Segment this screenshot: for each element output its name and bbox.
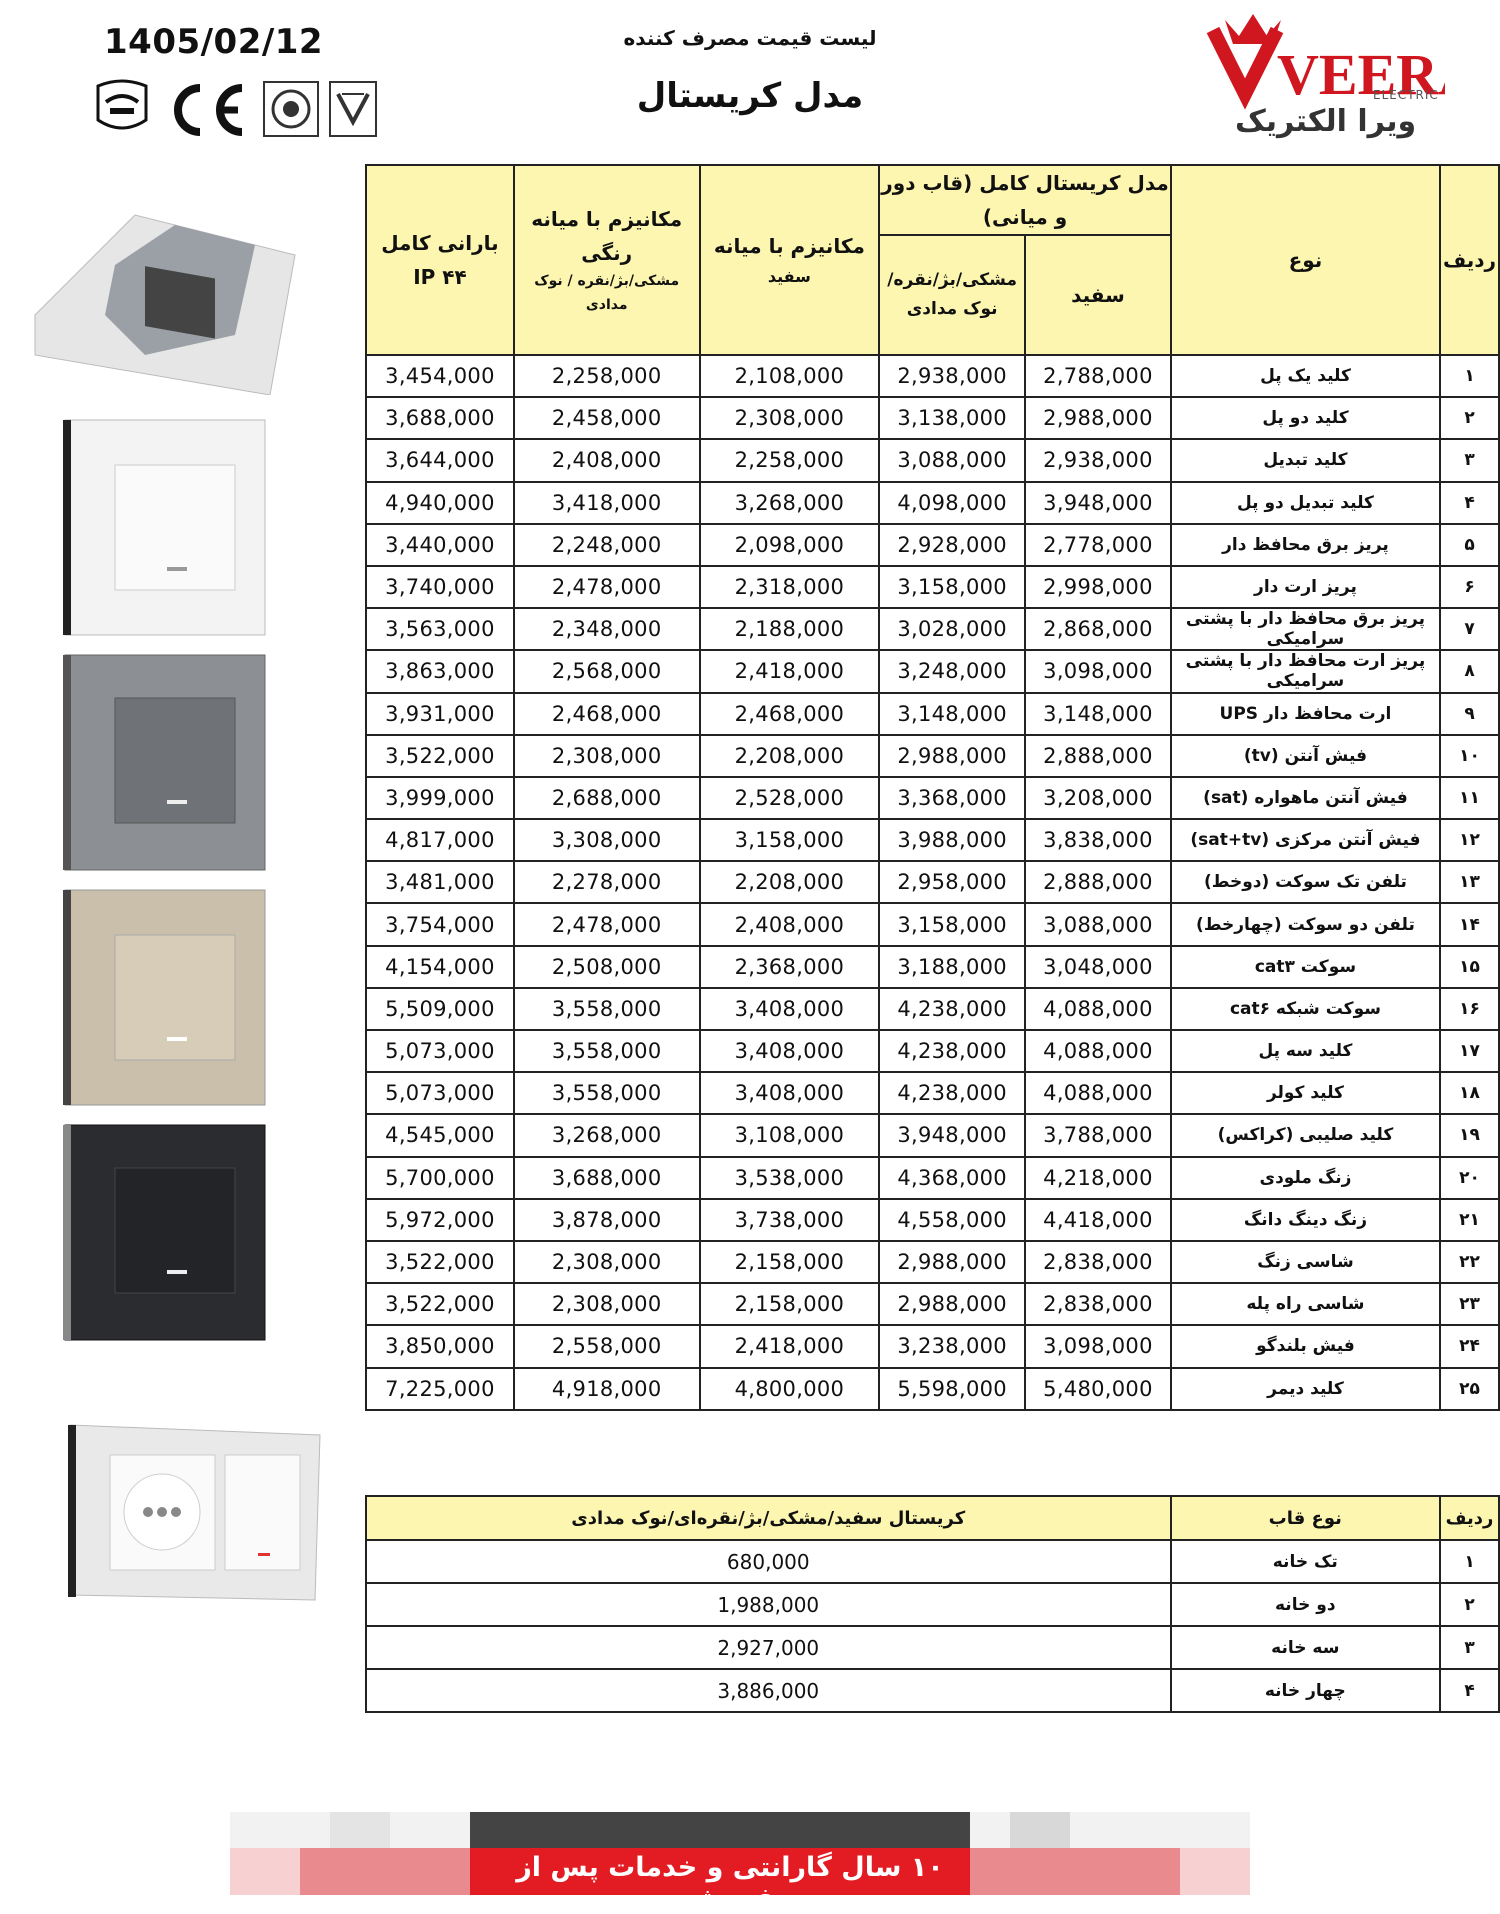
row-number-cell: ۲۴ bbox=[1440, 1325, 1499, 1367]
table-row bbox=[366, 1030, 1499, 1072]
header-waterproof bbox=[366, 165, 514, 355]
price-full-colored-cell: 2,988,000 bbox=[879, 1241, 1025, 1283]
item-name-cell: کلید تبدیل bbox=[1171, 439, 1440, 481]
price-mech-white-cell: 2,308,000 bbox=[700, 397, 880, 439]
price-waterproof-cell: 4,154,000 bbox=[366, 946, 514, 988]
silver-switch-image bbox=[55, 650, 275, 875]
price-waterproof-cell: 4,545,000 bbox=[366, 1114, 514, 1156]
price-mech-white-cell: 2,258,000 bbox=[700, 439, 880, 481]
price-mech-colored-cell: 3,558,000 bbox=[514, 988, 700, 1030]
item-name-cell: کلید دیمر bbox=[1171, 1368, 1440, 1410]
item-name-cell: فیش آنتن (tv) bbox=[1171, 735, 1440, 777]
frame-row-number-cell: ۳ bbox=[1440, 1626, 1499, 1669]
table-row bbox=[366, 566, 1499, 608]
price-mech-white-cell: 2,098,000 bbox=[700, 524, 880, 566]
table-row bbox=[366, 650, 1499, 692]
price-mech-colored-cell: 2,248,000 bbox=[514, 524, 700, 566]
price-full-colored-cell: 2,988,000 bbox=[879, 735, 1025, 777]
row-number-cell: ۲ bbox=[1440, 397, 1499, 439]
frame-header-type: نوع قاب bbox=[1171, 1496, 1441, 1540]
price-mech-white-cell: 2,368,000 bbox=[700, 946, 880, 988]
frame-price-cell: 1,988,000 bbox=[366, 1583, 1171, 1626]
brand-sub-label: ELECTRIC bbox=[1373, 88, 1439, 102]
price-full-colored-cell: 2,988,000 bbox=[879, 1283, 1025, 1325]
svg-text:VEERA: VEER bbox=[1277, 42, 1439, 107]
price-mech-white-cell: 2,208,000 bbox=[700, 861, 880, 903]
price-full-colored-cell: 4,098,000 bbox=[879, 482, 1025, 524]
price-full-colored-cell: 4,238,000 bbox=[879, 1030, 1025, 1072]
price-full-white-cell: 2,838,000 bbox=[1025, 1241, 1171, 1283]
price-waterproof-cell: 7,225,000 bbox=[366, 1368, 514, 1410]
price-full-white-cell: 2,778,000 bbox=[1025, 524, 1171, 566]
header-full-colored: مشکی/بژ/نقره/ نوک مدادی bbox=[879, 235, 1025, 355]
price-waterproof-cell: 3,440,000 bbox=[366, 524, 514, 566]
price-mech-white-cell: 2,318,000 bbox=[700, 566, 880, 608]
item-name-cell: تلفن دو سوکت (چهارخط) bbox=[1171, 903, 1440, 945]
item-name-cell: تلفن تک سوکت (دوخط) bbox=[1171, 861, 1440, 903]
item-name-cell: پریز برق محافظ دار bbox=[1171, 524, 1440, 566]
item-name-cell: سوکت cat۳ bbox=[1171, 946, 1440, 988]
frame-price-cell: 2,927,000 bbox=[366, 1626, 1171, 1669]
table-row bbox=[366, 777, 1499, 819]
price-full-white-cell: 2,888,000 bbox=[1025, 735, 1171, 777]
header-row-number: ردیف bbox=[1440, 165, 1499, 355]
row-number-cell: ۳ bbox=[1440, 439, 1499, 481]
row-number-cell: ۱۹ bbox=[1440, 1114, 1499, 1156]
row-number-cell: ۸ bbox=[1440, 650, 1499, 692]
price-mech-white-cell: 3,408,000 bbox=[700, 1030, 880, 1072]
price-waterproof-cell: 3,754,000 bbox=[366, 903, 514, 945]
price-full-white-cell: 3,208,000 bbox=[1025, 777, 1171, 819]
price-mech-white-cell: 4,800,000 bbox=[700, 1368, 880, 1410]
price-waterproof-cell: 5,073,000 bbox=[366, 1030, 514, 1072]
price-mech-colored-cell: 2,308,000 bbox=[514, 1283, 700, 1325]
header-mech-white-line2: سفید bbox=[767, 267, 811, 287]
beige-switch-image bbox=[55, 885, 275, 1110]
frame-price-cell: 680,000 bbox=[366, 1540, 1171, 1583]
price-full-colored-cell: 3,028,000 bbox=[879, 608, 1025, 650]
price-mech-colored-cell: 2,308,000 bbox=[514, 1241, 700, 1283]
price-waterproof-cell: 3,563,000 bbox=[366, 608, 514, 650]
price-waterproof-cell: 3,688,000 bbox=[366, 397, 514, 439]
price-full-colored-cell: 4,558,000 bbox=[879, 1199, 1025, 1241]
price-mech-white-cell: 2,208,000 bbox=[700, 735, 880, 777]
page-title: مدل کریستال bbox=[636, 76, 864, 116]
price-full-white-cell: 4,088,000 bbox=[1025, 1072, 1171, 1114]
price-full-white-cell: 2,868,000 bbox=[1025, 608, 1171, 650]
row-number-cell: ۲۵ bbox=[1440, 1368, 1499, 1410]
black-switch-image bbox=[55, 1120, 275, 1345]
table-row bbox=[366, 355, 1499, 397]
brand-persian-name: ویرا الکتریک bbox=[1235, 104, 1417, 139]
price-full-colored-cell: 3,368,000 bbox=[879, 777, 1025, 819]
price-mech-colored-cell: 2,568,000 bbox=[514, 650, 700, 692]
price-waterproof-cell: 3,522,000 bbox=[366, 1283, 514, 1325]
table-row bbox=[366, 1157, 1499, 1199]
price-full-white-cell: 2,938,000 bbox=[1025, 439, 1171, 481]
row-number-cell: ۱۸ bbox=[1440, 1072, 1499, 1114]
price-mech-white-cell: 3,538,000 bbox=[700, 1157, 880, 1199]
price-full-white-cell: 3,098,000 bbox=[1025, 1325, 1171, 1367]
header-full-white: سفید bbox=[1025, 235, 1171, 355]
price-full-colored-cell: 3,158,000 bbox=[879, 566, 1025, 608]
price-mech-colored-cell: 3,878,000 bbox=[514, 1199, 700, 1241]
price-mech-colored-cell: 3,418,000 bbox=[514, 482, 700, 524]
price-mech-white-cell: 2,468,000 bbox=[700, 693, 880, 735]
price-full-colored-cell: 3,158,000 bbox=[879, 903, 1025, 945]
frame-header-price: کریستال سفید/مشکی/بژ/نقره‌ای/نوک مدادی bbox=[366, 1496, 1171, 1540]
price-waterproof-cell: 5,700,000 bbox=[366, 1157, 514, 1199]
price-full-white-cell: 2,888,000 bbox=[1025, 861, 1171, 903]
price-full-white-cell: 4,088,000 bbox=[1025, 1030, 1171, 1072]
frame-row-number-cell: ۱ bbox=[1440, 1540, 1499, 1583]
row-number-cell: ۲۰ bbox=[1440, 1157, 1499, 1199]
row-number-cell: ۶ bbox=[1440, 566, 1499, 608]
price-mech-white-cell: 2,418,000 bbox=[700, 1325, 880, 1367]
table-row bbox=[366, 397, 1499, 439]
table-row bbox=[366, 819, 1499, 861]
price-mech-colored-cell: 2,478,000 bbox=[514, 566, 700, 608]
table-row bbox=[366, 1072, 1499, 1114]
frame-table-row bbox=[366, 1626, 1499, 1669]
price-mech-colored-cell: 2,458,000 bbox=[514, 397, 700, 439]
price-mech-white-cell: 3,408,000 bbox=[700, 988, 880, 1030]
price-full-white-cell: 5,480,000 bbox=[1025, 1368, 1171, 1410]
price-mech-white-cell: 3,158,000 bbox=[700, 819, 880, 861]
price-mech-colored-cell: 2,478,000 bbox=[514, 903, 700, 945]
price-mech-colored-cell: 3,308,000 bbox=[514, 819, 700, 861]
frame-table-row bbox=[366, 1583, 1499, 1626]
table-row bbox=[366, 524, 1499, 566]
item-name-cell: پریز ارت محافظ دار با پشتی سرامیکی bbox=[1171, 650, 1440, 692]
item-name-cell: پریز برق محافظ دار با پشتی سرامیکی bbox=[1171, 608, 1440, 650]
table-row bbox=[366, 1283, 1499, 1325]
table-row bbox=[366, 1325, 1499, 1367]
price-mech-white-cell: 2,528,000 bbox=[700, 777, 880, 819]
price-mech-colored-cell: 3,688,000 bbox=[514, 1157, 700, 1199]
item-name-cell: پریز ارت دار bbox=[1171, 566, 1440, 608]
page-subtitle: لیست قیمت مصرف کننده bbox=[623, 26, 877, 50]
header-mech-colored-line1: مکانیزم با میانه رنگی bbox=[531, 207, 683, 266]
price-full-colored-cell: 2,958,000 bbox=[879, 861, 1025, 903]
table-row bbox=[366, 861, 1499, 903]
item-name-cell: شاسی زنگ bbox=[1171, 1241, 1440, 1283]
row-number-cell: ۱۰ bbox=[1440, 735, 1499, 777]
item-name-cell: فیش آنتن مرکزی (sat+tv) bbox=[1171, 819, 1440, 861]
row-number-cell: ۱۴ bbox=[1440, 903, 1499, 945]
price-mech-colored-cell: 2,348,000 bbox=[514, 608, 700, 650]
standard-logo-icon bbox=[98, 81, 146, 128]
row-number-cell: ۱۷ bbox=[1440, 1030, 1499, 1072]
row-number-cell: ۲۲ bbox=[1440, 1241, 1499, 1283]
item-name-cell: کلید دو پل bbox=[1171, 397, 1440, 439]
price-mech-colored-cell: 4,918,000 bbox=[514, 1368, 700, 1410]
price-waterproof-cell: 3,481,000 bbox=[366, 861, 514, 903]
price-mech-colored-cell: 2,258,000 bbox=[514, 355, 700, 397]
price-mech-colored-cell: 2,408,000 bbox=[514, 439, 700, 481]
table-row bbox=[366, 1114, 1499, 1156]
price-waterproof-cell: 3,522,000 bbox=[366, 1241, 514, 1283]
price-full-colored-cell: 4,238,000 bbox=[879, 1072, 1025, 1114]
mechanism-product-image bbox=[25, 205, 305, 395]
price-full-colored-cell: 5,598,000 bbox=[879, 1368, 1025, 1410]
price-full-colored-cell: 3,248,000 bbox=[879, 650, 1025, 692]
table-row bbox=[366, 946, 1499, 988]
price-full-white-cell: 2,988,000 bbox=[1025, 397, 1171, 439]
price-full-white-cell: 3,838,000 bbox=[1025, 819, 1171, 861]
price-full-white-cell: 3,088,000 bbox=[1025, 903, 1171, 945]
price-full-white-cell: 4,418,000 bbox=[1025, 1199, 1171, 1241]
price-waterproof-cell: 3,522,000 bbox=[366, 735, 514, 777]
frame-name-cell: تک خانه bbox=[1171, 1540, 1441, 1583]
price-waterproof-cell: 3,863,000 bbox=[366, 650, 514, 692]
price-table bbox=[365, 164, 1500, 1411]
price-full-colored-cell: 3,148,000 bbox=[879, 693, 1025, 735]
price-waterproof-cell: 3,740,000 bbox=[366, 566, 514, 608]
frame-name-cell: سه خانه bbox=[1171, 1626, 1441, 1669]
row-number-cell: ۵ bbox=[1440, 524, 1499, 566]
price-waterproof-cell: 3,999,000 bbox=[366, 777, 514, 819]
veera-electric-logo bbox=[1205, 10, 1445, 140]
frame-price-cell: 3,886,000 bbox=[366, 1669, 1171, 1712]
price-mech-colored-cell: 3,558,000 bbox=[514, 1072, 700, 1114]
warranty-banner-text: ۱۰ سال گارانتی و خدمات پس از فروش bbox=[516, 1852, 944, 1914]
price-mech-white-cell: 3,738,000 bbox=[700, 1199, 880, 1241]
frame-name-cell: دو خانه bbox=[1171, 1583, 1441, 1626]
item-name-cell: فیش بلندگو bbox=[1171, 1325, 1440, 1367]
price-list-date: 1405/02/12 bbox=[104, 22, 324, 62]
item-name-cell: کلید یک پل bbox=[1171, 355, 1440, 397]
ukas-cert-icon bbox=[330, 82, 376, 136]
table-row bbox=[366, 1368, 1499, 1410]
row-number-cell: ۱۲ bbox=[1440, 819, 1499, 861]
price-mech-colored-cell: 2,688,000 bbox=[514, 777, 700, 819]
item-name-cell: فیش آنتن ماهواره (sat) bbox=[1171, 777, 1440, 819]
price-full-colored-cell: 3,948,000 bbox=[879, 1114, 1025, 1156]
price-mech-white-cell: 2,188,000 bbox=[700, 608, 880, 650]
price-mech-colored-cell: 2,468,000 bbox=[514, 693, 700, 735]
table-row bbox=[366, 693, 1499, 735]
white-switch-image bbox=[55, 415, 275, 640]
frame-name-cell: چهار خانه bbox=[1171, 1669, 1441, 1712]
iec-cert-icon bbox=[264, 82, 318, 136]
price-full-colored-cell: 3,238,000 bbox=[879, 1325, 1025, 1367]
frame-row-number-cell: ۴ bbox=[1440, 1669, 1499, 1712]
price-full-white-cell: 3,098,000 bbox=[1025, 650, 1171, 692]
item-name-cell: کلید صلیبی (کراکس) bbox=[1171, 1114, 1440, 1156]
price-full-white-cell: 3,148,000 bbox=[1025, 693, 1171, 735]
price-full-white-cell: 3,048,000 bbox=[1025, 946, 1171, 988]
row-number-cell: ۱۵ bbox=[1440, 946, 1499, 988]
header-waterproof-line1: بارانی کامل bbox=[381, 231, 499, 255]
price-waterproof-cell: 3,931,000 bbox=[366, 693, 514, 735]
row-number-cell: ۱۳ bbox=[1440, 861, 1499, 903]
price-waterproof-cell: 3,850,000 bbox=[366, 1325, 514, 1367]
frame-row-number-cell: ۲ bbox=[1440, 1583, 1499, 1626]
price-full-colored-cell: 4,368,000 bbox=[879, 1157, 1025, 1199]
price-mech-colored-cell: 2,558,000 bbox=[514, 1325, 700, 1367]
row-number-cell: ۷ bbox=[1440, 608, 1499, 650]
row-number-cell: ۱ bbox=[1440, 355, 1499, 397]
price-mech-white-cell: 2,158,000 bbox=[700, 1241, 880, 1283]
item-name-cell: ارت محافظ دار UPS bbox=[1171, 693, 1440, 735]
price-full-white-cell: 2,998,000 bbox=[1025, 566, 1171, 608]
table-row bbox=[366, 1199, 1499, 1241]
table-row bbox=[366, 988, 1499, 1030]
ce-mark-icon bbox=[178, 88, 242, 132]
price-full-white-cell: 4,218,000 bbox=[1025, 1157, 1171, 1199]
frame-table-row bbox=[366, 1540, 1499, 1583]
frame-price-table bbox=[365, 1495, 1500, 1713]
table-row bbox=[366, 1241, 1499, 1283]
price-mech-colored-cell: 3,558,000 bbox=[514, 1030, 700, 1072]
row-number-cell: ۲۱ bbox=[1440, 1199, 1499, 1241]
price-waterproof-cell: 4,817,000 bbox=[366, 819, 514, 861]
item-name-cell: کلید تبدیل دو پل bbox=[1171, 482, 1440, 524]
row-number-cell: ۱۱ bbox=[1440, 777, 1499, 819]
header-mech-colored bbox=[514, 165, 700, 355]
price-full-colored-cell: 2,938,000 bbox=[879, 355, 1025, 397]
price-full-white-cell: 3,948,000 bbox=[1025, 482, 1171, 524]
price-full-white-cell: 2,788,000 bbox=[1025, 355, 1171, 397]
price-waterproof-cell: 5,972,000 bbox=[366, 1199, 514, 1241]
table-row bbox=[366, 608, 1499, 650]
price-waterproof-cell: 3,454,000 bbox=[366, 355, 514, 397]
table-row bbox=[366, 482, 1499, 524]
item-name-cell: زنگ دینگ دانگ bbox=[1171, 1199, 1440, 1241]
price-mech-white-cell: 2,108,000 bbox=[700, 355, 880, 397]
row-number-cell: ۹ bbox=[1440, 693, 1499, 735]
price-full-colored-cell: 4,238,000 bbox=[879, 988, 1025, 1030]
header-mech-white bbox=[700, 165, 880, 355]
price-full-colored-cell: 3,138,000 bbox=[879, 397, 1025, 439]
price-mech-colored-cell: 2,278,000 bbox=[514, 861, 700, 903]
item-name-cell: کلید سه پل bbox=[1171, 1030, 1440, 1072]
header-mech-colored-line2: مشکی/بژ/نقره / نوک مدادی bbox=[534, 273, 680, 313]
frame-header-row-number: ردیف bbox=[1440, 1496, 1499, 1540]
header-type: نوع bbox=[1171, 165, 1440, 355]
header-mech-white-line1: مکانیزم با میانه bbox=[713, 234, 865, 259]
price-waterproof-cell: 4,940,000 bbox=[366, 482, 514, 524]
price-full-white-cell: 3,788,000 bbox=[1025, 1114, 1171, 1156]
header-full-model: مدل کریستال کامل (قاب دور و میانی) bbox=[879, 165, 1171, 235]
row-number-cell: ۱۶ bbox=[1440, 988, 1499, 1030]
frame-table-row bbox=[366, 1669, 1499, 1712]
price-full-white-cell: 4,088,000 bbox=[1025, 988, 1171, 1030]
price-full-colored-cell: 3,188,000 bbox=[879, 946, 1025, 988]
row-number-cell: ۴ bbox=[1440, 482, 1499, 524]
certification-logos bbox=[92, 76, 392, 142]
item-name-cell: کلید کولر bbox=[1171, 1072, 1440, 1114]
price-waterproof-cell: 5,509,000 bbox=[366, 988, 514, 1030]
item-name-cell: زنگ ملودی bbox=[1171, 1157, 1440, 1199]
price-mech-white-cell: 2,418,000 bbox=[700, 650, 880, 692]
header-waterproof-line2: IP ۴۴ bbox=[413, 265, 467, 289]
table-row bbox=[366, 903, 1499, 945]
price-mech-white-cell: 3,268,000 bbox=[700, 482, 880, 524]
price-mech-white-cell: 3,108,000 bbox=[700, 1114, 880, 1156]
row-number-cell: ۲۳ bbox=[1440, 1283, 1499, 1325]
price-waterproof-cell: 5,073,000 bbox=[366, 1072, 514, 1114]
table-row bbox=[366, 735, 1499, 777]
price-full-colored-cell: 3,088,000 bbox=[879, 439, 1025, 481]
price-full-colored-cell: 2,928,000 bbox=[879, 524, 1025, 566]
price-mech-white-cell: 2,158,000 bbox=[700, 1283, 880, 1325]
price-mech-colored-cell: 2,308,000 bbox=[514, 735, 700, 777]
price-waterproof-cell: 3,644,000 bbox=[366, 439, 514, 481]
price-full-colored-cell: 3,988,000 bbox=[879, 819, 1025, 861]
price-mech-white-cell: 3,408,000 bbox=[700, 1072, 880, 1114]
price-full-white-cell: 2,838,000 bbox=[1025, 1283, 1171, 1325]
double-frame-socket-image bbox=[10, 1415, 330, 1610]
price-mech-colored-cell: 2,508,000 bbox=[514, 946, 700, 988]
item-name-cell: سوکت شبکه cat۶ bbox=[1171, 988, 1440, 1030]
price-mech-colored-cell: 3,268,000 bbox=[514, 1114, 700, 1156]
price-mech-white-cell: 2,408,000 bbox=[700, 903, 880, 945]
item-name-cell: شاسی راه پله bbox=[1171, 1283, 1440, 1325]
table-row bbox=[366, 439, 1499, 481]
